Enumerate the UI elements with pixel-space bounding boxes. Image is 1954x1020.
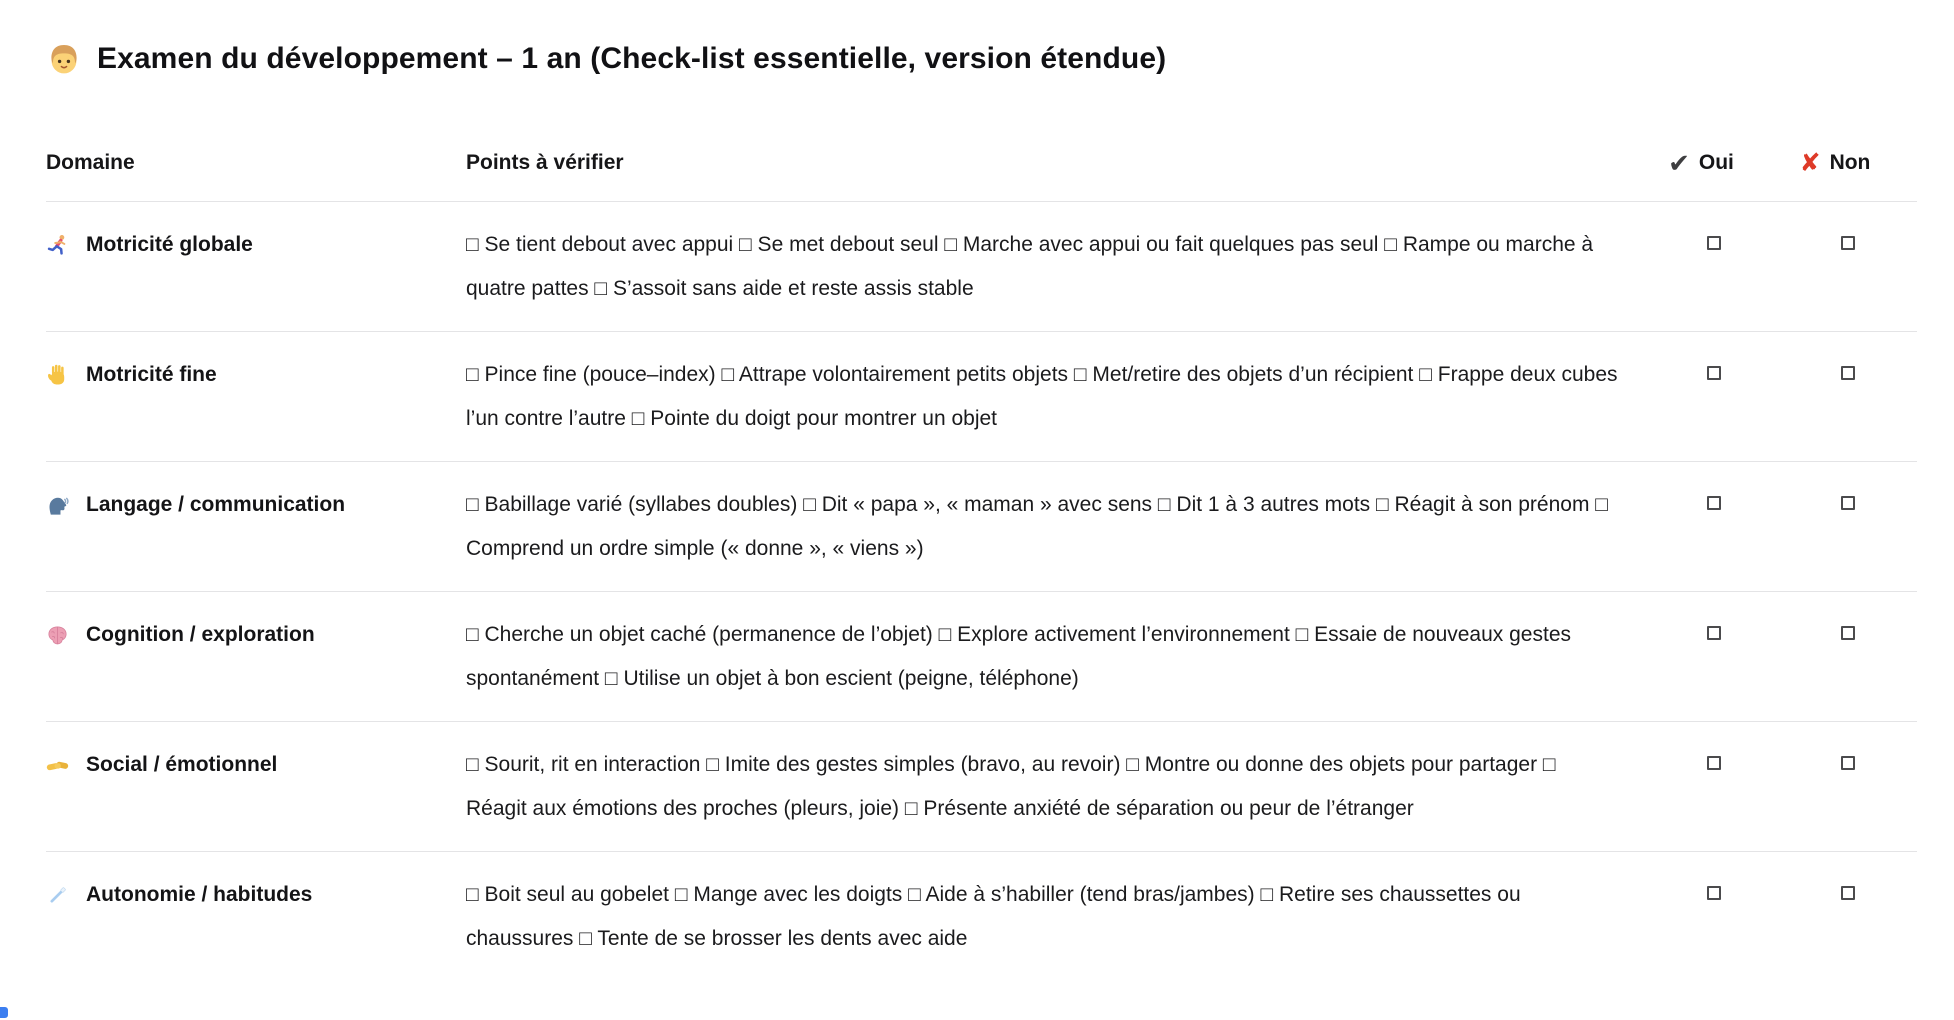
oui-cell	[1649, 743, 1779, 831]
non-checkbox[interactable]	[1841, 236, 1855, 250]
oui-checkbox[interactable]	[1707, 366, 1721, 380]
non-checkbox[interactable]	[1841, 756, 1855, 770]
domain-cell	[46, 873, 466, 961]
domain-label: Autonomie / habitudes	[86, 883, 313, 906]
domain-cell	[46, 483, 466, 571]
non-cell	[1779, 353, 1917, 441]
non-cell	[1779, 483, 1917, 571]
page-title: Examen du développement – 1 an (Check-list essentielle, version étendue)	[97, 42, 1167, 75]
domain-label: Motricité fine	[86, 363, 217, 386]
toothbrush-icon	[46, 873, 72, 917]
oui-cell	[1649, 223, 1779, 311]
title-row	[46, 38, 1917, 80]
table-row	[46, 722, 1917, 852]
points-text: □ Se tient debout avec appui □ Se met debout seul □ Marche avec appui ou fait quelques pas seul □ Rampe ou marche à quatre pattes □ S’assoit sans aide et reste assis stable	[466, 233, 1594, 300]
non-checkbox[interactable]	[1841, 886, 1855, 900]
check-icon: ✔	[1668, 148, 1690, 178]
points-text: □ Pince fine (pouce–index) □ Attrape volontairement petits objets □ Met/retire des objets d’un récipient □ Frappe deux cubes l’un contre l’autre □ Pointe du doigt pour montrer un objet	[466, 363, 1618, 430]
oui-cell	[1649, 353, 1779, 441]
oui-checkbox[interactable]	[1707, 236, 1721, 250]
domain-cell	[46, 223, 466, 311]
oui-checkbox[interactable]	[1707, 886, 1721, 900]
table-row	[46, 202, 1917, 332]
table-row	[46, 332, 1917, 462]
header-non-label: Non	[1829, 151, 1871, 174]
domain-cell	[46, 743, 466, 831]
child-icon	[46, 41, 82, 77]
points-text: □ Babillage varié (syllabes doubles) □ Dit « papa », « maman » avec sens □ Dit 1 à 3 autres mots □ Réagit à son prénom □ Comprend un ordre simple (« donne », « viens »)	[466, 493, 1608, 560]
handshake-icon	[46, 743, 72, 787]
points-text: □ Boit seul au gobelet □ Mange avec les doigts □ Aide à s’habiller (tend bras/jambes) □ Retire ses chaussettes ou chaussures □ Tente de se brosser les dents avec aide	[466, 883, 1521, 950]
non-cell	[1779, 613, 1917, 701]
oui-cell	[1649, 483, 1779, 571]
non-cell	[1779, 873, 1917, 961]
cross-icon: ✘	[1799, 149, 1821, 177]
non-cell	[1779, 743, 1917, 831]
table-header	[46, 150, 1917, 202]
table-row	[46, 592, 1917, 722]
non-checkbox[interactable]	[1841, 366, 1855, 380]
domain-label: Motricité globale	[86, 233, 253, 256]
points-text: □ Sourit, rit en interaction □ Imite des gestes simples (bravo, au revoir) □ Montre ou donne des objets pour partager □ Réagit aux émotions des proches (pleurs, joie) □ Présente anxiété de séparation ou peur de l’étranger	[466, 753, 1556, 820]
domain-cell	[46, 353, 466, 441]
header-domaine: Domaine	[46, 151, 135, 174]
oui-checkbox[interactable]	[1707, 496, 1721, 510]
header-points: Points à vérifier	[466, 151, 624, 174]
brain-icon	[46, 613, 72, 657]
domain-label: Langage / communication	[86, 493, 346, 516]
table-row	[46, 852, 1917, 981]
oui-checkbox[interactable]	[1707, 626, 1721, 640]
speaking-head-icon	[46, 483, 72, 527]
oui-cell	[1649, 613, 1779, 701]
domain-cell	[46, 613, 466, 701]
runner-icon	[46, 223, 72, 267]
domain-label: Cognition / exploration	[86, 623, 315, 646]
header-non	[1779, 150, 1917, 176]
domain-label: Social / émotionnel	[86, 753, 278, 776]
non-cell	[1779, 223, 1917, 311]
table-row	[46, 462, 1917, 592]
points-text: □ Cherche un objet caché (permanence de l’objet) □ Explore activement l’environnement □ Essaie de nouveaux gestes spontanément □ Utilise un objet à bon escient (peigne, téléphone)	[466, 623, 1572, 690]
non-checkbox[interactable]	[1841, 496, 1855, 510]
oui-cell	[1649, 873, 1779, 961]
non-checkbox[interactable]	[1841, 626, 1855, 640]
header-oui-label: Oui	[1698, 151, 1734, 174]
header-oui	[1649, 150, 1779, 176]
oui-checkbox[interactable]	[1707, 756, 1721, 770]
blue-edge-artifact	[0, 1007, 8, 1018]
raised-hand-icon	[46, 353, 72, 397]
